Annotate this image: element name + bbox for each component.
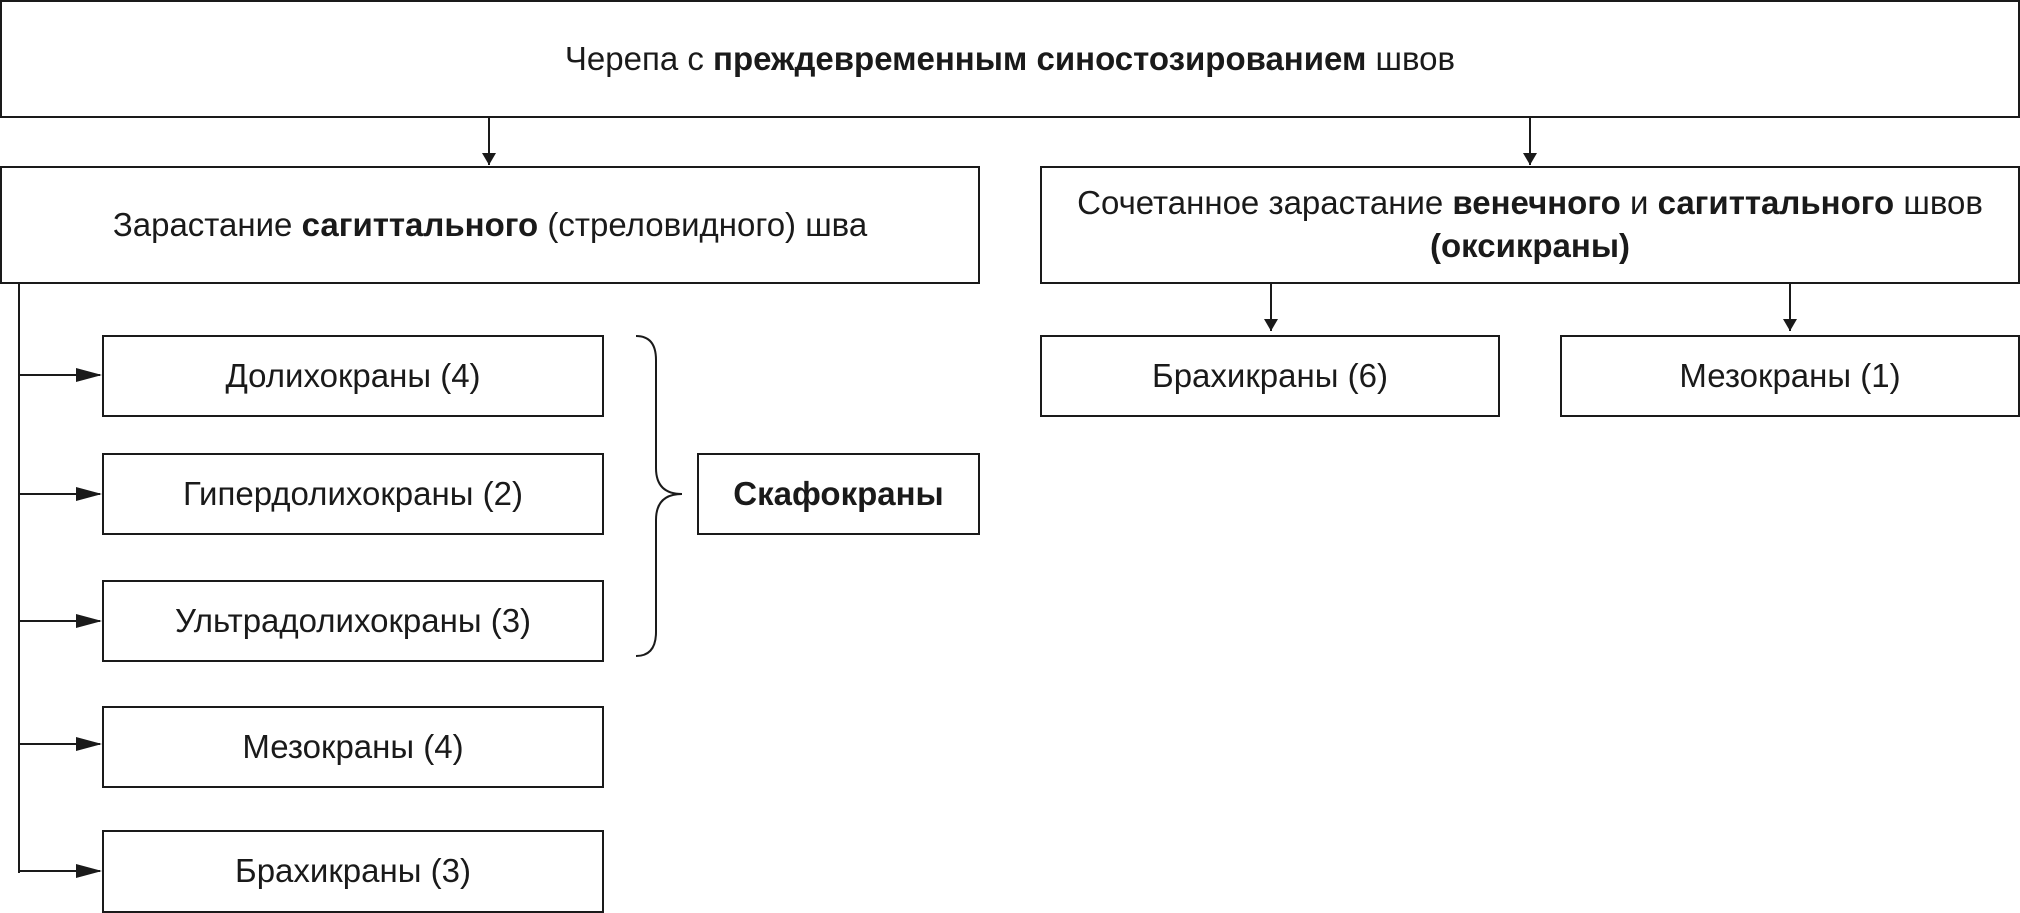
root-label (565, 38, 1455, 81)
sagittal-box (0, 166, 980, 284)
combined-line-1 (1077, 182, 1983, 225)
dolichocrane-box (102, 335, 604, 417)
combined-text-bold1: венечного (1452, 184, 1621, 222)
scaphocrane-box (697, 453, 980, 535)
sagittal-label (113, 204, 867, 247)
sagittal-text-post: (стреловидного) шва (538, 205, 868, 243)
brachycrane-left-label: Брахикраны (3) (235, 852, 471, 890)
sagittal-text-pre: Зарастание (112, 205, 302, 243)
hyperdolichocrane-label: Гипердолихокраны (2) (183, 474, 523, 512)
combined-text-pre: Сочетанное зарастание (1077, 184, 1453, 222)
mesocrane-right-label: Мезокраны (1) (1679, 356, 1901, 394)
sagittal-text-bold: сагиттального (301, 205, 539, 243)
combined-line-2: (оксикраны) (1430, 227, 1630, 264)
combined-text-post: швов (1894, 184, 1983, 222)
hyperdolichocrane-box (102, 453, 604, 535)
scaphocrane-label: Скафокраны (733, 474, 944, 512)
mesocrane-left-label: Мезокраны (4) (242, 727, 464, 765)
grouping-brace (636, 336, 682, 656)
ultradolichocrane-box (102, 580, 604, 662)
root-text-bold: преждевременным синостозированием (713, 39, 1367, 77)
combined-text-bold2: сагиттального (1657, 184, 1895, 222)
mesocrane-right-box (1560, 335, 2020, 417)
mesocrane-left-box (102, 706, 604, 788)
combined-label (1077, 182, 1983, 268)
root-box (0, 0, 2020, 118)
root-text-pre: Черепа с (564, 39, 714, 77)
combined-text-mid: и (1620, 184, 1658, 222)
brachycrane-right-label: Брахикраны (6) (1152, 356, 1388, 394)
brachycrane-left-box (102, 830, 604, 913)
dolichocrane-label: Долихокраны (4) (225, 356, 481, 394)
root-text-post: швов (1366, 39, 1456, 77)
combined-box (1040, 166, 2020, 284)
brachycrane-right-box (1040, 335, 1500, 417)
ultradolichocrane-label: Ультрадолихокраны (3) (174, 601, 532, 639)
